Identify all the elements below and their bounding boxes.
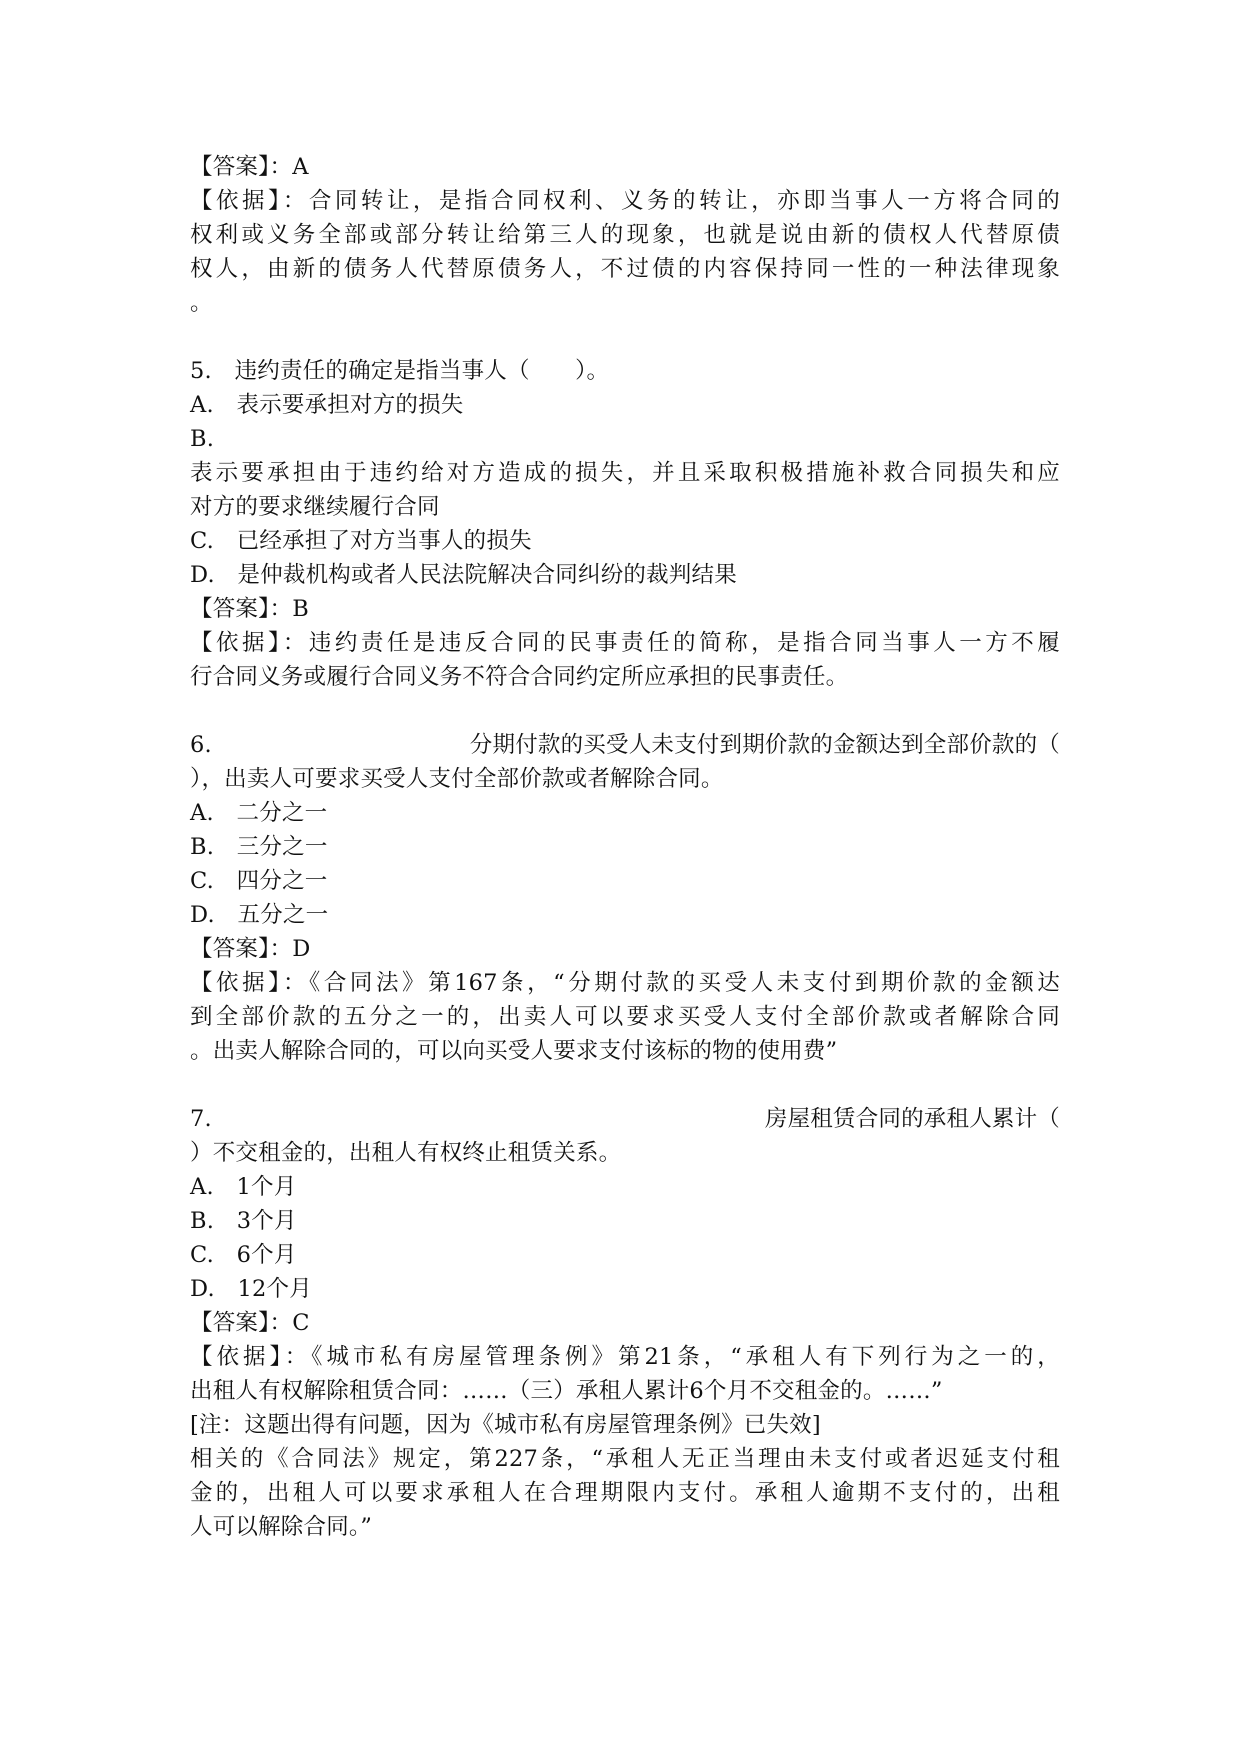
q4-answer: 【答案】：A xyxy=(190,154,309,180)
q7-related-line-1: 相关的《合同法》规定，第227条，“承租人无正当理由未支付或者迟延支付租 xyxy=(190,1446,1060,1472)
q6-answer: 【答案】：D xyxy=(190,936,311,962)
q4-basis-line-3: 权人，由新的债务人代替原债务人，不过债的内容保持同一性的一种法律现象 xyxy=(190,256,1060,282)
document-page xyxy=(190,150,1060,1544)
q4-basis-line-2: 权利或义务全部或部分转让给第三人的现象，也就是说由新的债权人代替原债 xyxy=(190,222,1060,248)
q6-question-line-2: ），出卖人可要求买受人支付全部价款或者解除合同。 xyxy=(190,766,724,792)
q4-basis-line-1: 【依据】：合同转让，是指合同权利、义务的转让，亦即当事人一方将合同的 xyxy=(190,188,1060,214)
spacer xyxy=(190,694,1060,728)
q7-question-line-1 xyxy=(190,1102,1060,1136)
q5-answer: 【答案】：B xyxy=(190,596,309,622)
q5-option-c: C. 已经承担了对方当事人的损失 xyxy=(190,528,532,554)
q7-basis-line-1: 【依据】：《城市私有房屋管理条例》第21条，“承租人有下列行为之一的， xyxy=(190,1344,1060,1370)
q5-question: 5. 违约责任的确定是指当事人（ ）。 xyxy=(190,358,610,384)
q7-basis-line-2: 出租人有权解除租赁合同：……（三）承租人累计6个月不交租金的。……” xyxy=(190,1378,943,1404)
spacer xyxy=(190,320,1060,354)
q7-note: [注：这题出得有问题，因为《城市私有房屋管理条例》已失效] xyxy=(190,1412,821,1438)
q6-number: 6. xyxy=(190,732,212,758)
q5-option-b-label: B. xyxy=(190,426,215,452)
q6-question-text-1: 分期付款的买受人未支付到期价款的金额达到全部价款的（ xyxy=(469,732,1060,758)
q5-option-a: A. 表示要承担对方的损失 xyxy=(190,392,464,418)
q6-option-b: B. 三分之一 xyxy=(190,834,328,860)
q6-option-c: C. 四分之一 xyxy=(190,868,328,894)
q7-question-text-1: 房屋租赁合同的承租人累计（ xyxy=(764,1106,1060,1132)
q7-option-b: B. 3个月 xyxy=(190,1208,297,1234)
q5-option-b-text-2: 对方的要求继续履行合同 xyxy=(190,494,440,520)
q7-related-line-3: 人可以解除合同。” xyxy=(190,1514,373,1540)
q7-question-line-2: ）不交租金的，出租人有权终止租赁关系。 xyxy=(190,1140,622,1166)
q5-option-d: D. 是仲裁机构或者人民法院解决合同纠纷的裁判结果 xyxy=(190,562,737,588)
q6-option-d: D. 五分之一 xyxy=(190,902,329,928)
q7-number: 7. xyxy=(190,1106,212,1132)
q6-basis-line-2: 到全部价款的五分之一的，出卖人可以要求买受人支付全部价款或者解除合同 xyxy=(190,1004,1060,1030)
q7-answer: 【答案】：C xyxy=(190,1310,310,1336)
q6-basis-line-3: 。出卖人解除合同的，可以向买受人要求支付该标的物的使用费” xyxy=(190,1038,838,1064)
spacer xyxy=(190,1068,1060,1102)
q7-option-d: D. 12个月 xyxy=(190,1276,312,1302)
q7-related-line-2: 金的，出租人可以要求承租人在合理期限内支付。承租人逾期不支付的，出租 xyxy=(190,1480,1060,1506)
q5-basis-line-1: 【依据】：违约责任是违反合同的民事责任的简称，是指合同当事人一方不履 xyxy=(190,630,1060,656)
q5-basis-line-2: 行合同义务或履行合同义务不符合合同约定所应承担的民事责任。 xyxy=(190,664,849,690)
q6-question-line-1 xyxy=(190,728,1060,762)
q5-option-b-text-1: 表示要承担由于违约给对方造成的损失，并且采取积极措施补救合同损失和应 xyxy=(190,460,1060,486)
q4-basis-line-4: 。 xyxy=(190,290,213,316)
q7-option-a: A. 1个月 xyxy=(190,1174,297,1200)
q6-basis-line-1: 【依据】：《合同法》第167条，“分期付款的买受人未支付到期价款的金额达 xyxy=(190,970,1060,996)
q6-option-a: A. 二分之一 xyxy=(190,800,328,826)
q7-option-c: C. 6个月 xyxy=(190,1242,297,1268)
